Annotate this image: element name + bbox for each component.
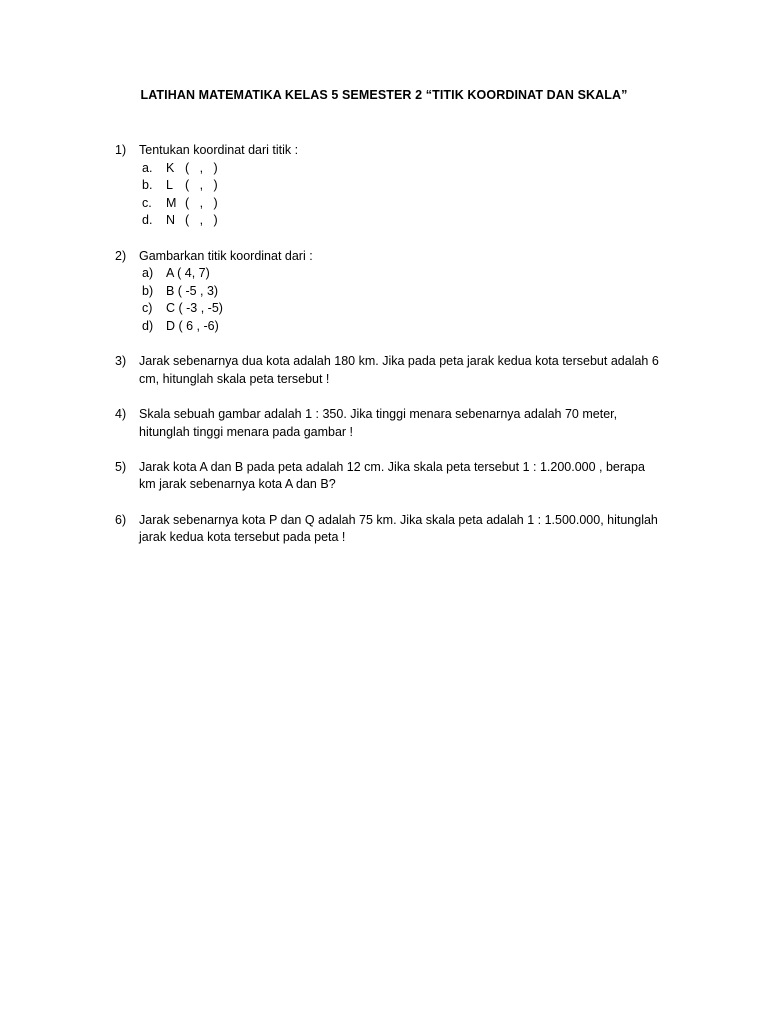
page-title: LATIHAN MATEMATIKA KELAS 5 SEMESTER 2 “TITIK KOORDINAT DAN SKALA”	[140, 88, 628, 102]
sub-item	[0, 160, 768, 178]
sub-item-label: d.	[142, 213, 153, 228]
sub-item	[0, 195, 768, 213]
sub-item-label: c)	[142, 301, 153, 316]
question-text-line: Skala sebuah gambar adalah 1 : 350. Jika tinggi menara sebenarnya adalah 70 meter,	[139, 407, 618, 421]
point-name: N	[166, 213, 176, 228]
question-text-line: Jarak sebenarnya dua kota adalah 180 km. Jika pada peta jarak kedua kota tersebut adalah 6	[139, 354, 659, 369]
sub-item	[0, 283, 768, 301]
sub-item	[0, 265, 768, 283]
sub-item-label: b.	[142, 178, 153, 193]
question-text-line: Jarak kota A dan B pada peta adalah 12 cm. Jika skala peta tersebut 1 : 1.200.000 , berapa	[139, 459, 645, 474]
question-text-line: hitunglah tinggi menara pada gambar !	[139, 424, 354, 439]
question-number: 4)	[115, 407, 127, 421]
point-name: L	[166, 178, 173, 193]
point-name: M	[166, 195, 177, 210]
sub-item-label: d)	[142, 319, 154, 333]
question-number: 5)	[115, 459, 127, 474]
question-number: 6)	[115, 512, 127, 527]
sub-item-label: a)	[142, 266, 154, 281]
question-number: 1)	[115, 143, 127, 157]
question-number: 2)	[115, 248, 127, 263]
question-text-line: Jarak sebenarnya kota P dan Q adalah 75 km. Jika skala peta adalah 1 : 1.500.000, hitunglah	[139, 512, 658, 527]
coordinate-blank: ( , )	[185, 195, 218, 210]
sub-item-label: c.	[142, 195, 152, 210]
point-coordinate: C ( -3 , -5)	[166, 301, 223, 316]
coordinate-blank: ( , )	[185, 160, 218, 175]
sub-item	[0, 318, 768, 336]
point-coordinate: B ( -5 , 3)	[166, 283, 219, 298]
sub-item	[0, 212, 768, 230]
question-text-line: cm, hitunglah skala peta tersebut !	[139, 371, 330, 386]
question-text: Tentukan koordinat dari titik :	[139, 143, 299, 157]
sub-item	[0, 300, 768, 318]
question-text: Gambarkan titik koordinat dari :	[139, 248, 313, 263]
sub-item	[0, 177, 768, 195]
coordinate-blank: ( , )	[185, 213, 218, 228]
coordinate-blank: ( , )	[185, 178, 218, 193]
question-text-line: km jarak sebenarnya kota A dan B?	[139, 477, 336, 492]
point-coordinate: D ( 6 , -6)	[166, 319, 219, 333]
point-coordinate: A ( 4, 7)	[166, 266, 210, 281]
question-text-line: jarak kedua kota tersebut pada peta !	[139, 530, 346, 545]
sub-item-label: b)	[142, 283, 154, 298]
point-name: K	[166, 160, 175, 175]
sub-item-label: a.	[142, 160, 153, 175]
question-number: 3)	[115, 354, 127, 369]
